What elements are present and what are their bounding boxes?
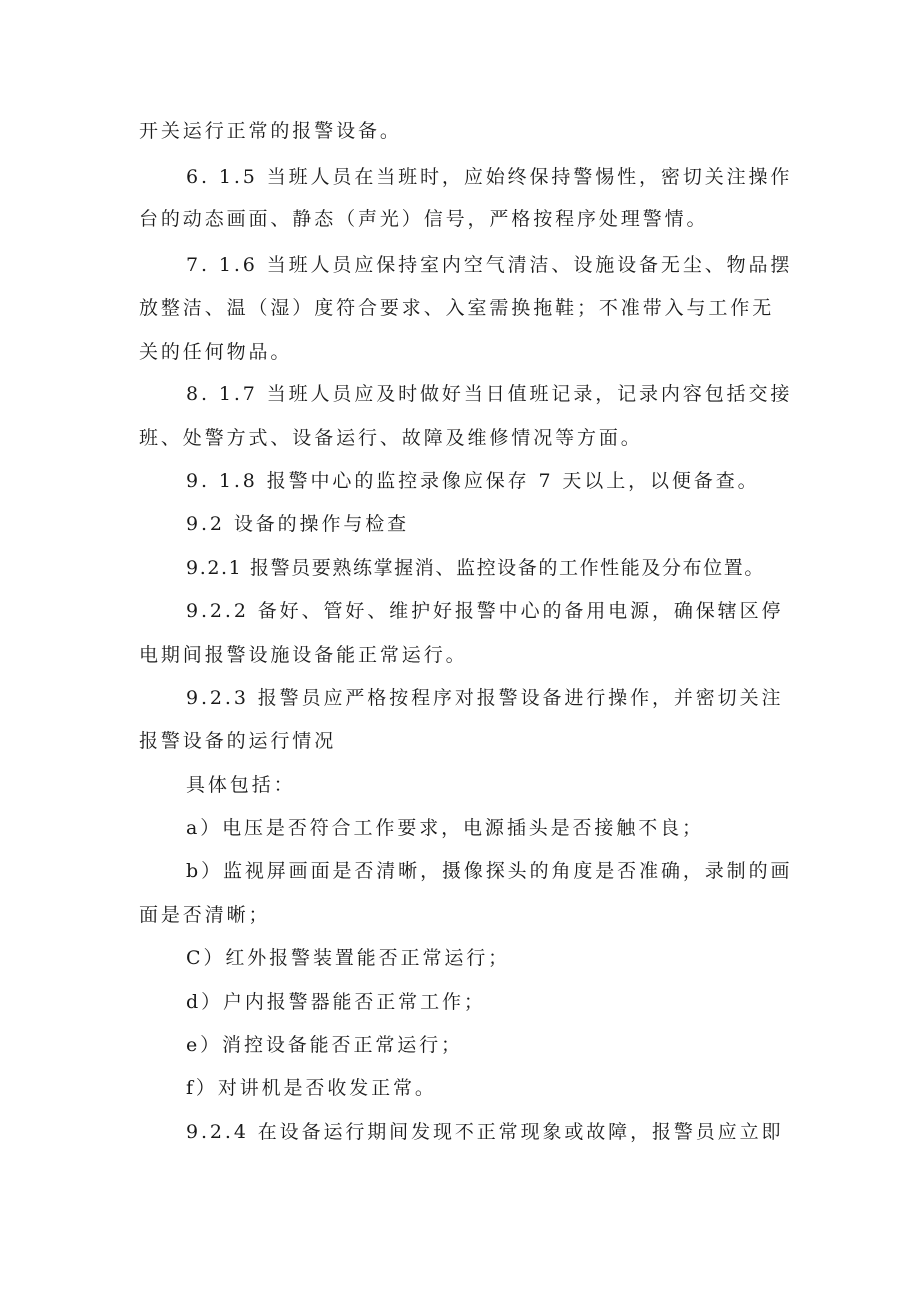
text-line: 电期间报警设施设备能正常运行。 (139, 644, 468, 666)
text-line: 9.2.1 报警员要熟练掌握消、监控设备的工作性能及分布位置。 (186, 557, 765, 579)
text-line: 9. 1.8 报警中心的监控录像应保存 7 天以上，以便备查。 (186, 470, 760, 492)
text-line: 9.2.4 在设备运行期间发现不正常现象或故障，报警员应立即 (186, 1121, 784, 1143)
text-line: 8. 1.7 当班人员应及时做好当日值班记录，记录内容包括交接 (186, 383, 793, 405)
section-heading: 9.2 设备的操作与检查 (186, 513, 410, 535)
text-line: 关的任何物品。 (139, 341, 293, 363)
text-line: 具体包括： (186, 774, 296, 796)
list-item: d）户内报警器能否正常工作； (186, 991, 486, 1013)
list-item: f）对讲机是否收发正常。 (186, 1077, 437, 1099)
list-item: C）红外报警装置能否正常运行； (186, 947, 511, 969)
text-line: 开关运行正常的报警设备。 (139, 120, 402, 142)
text-line: 放整洁、温（湿）度符合要求、入室需换拖鞋；不准带入与工作无 (139, 297, 775, 319)
text-line: 7. 1.6 当班人员应保持室内空气清洁、设施设备无尘、物品摆 (186, 254, 793, 276)
text-line: 报警设备的运行情况 (139, 730, 337, 752)
text-line: 台的动态画面、静态（声光）信号，严格按程序处理警情。 (139, 208, 709, 230)
list-item: e）消控设备能否正常运行； (186, 1034, 463, 1056)
text-line: 6. 1.5 当班人员在当班时，应始终保持警惕性，密切关注操作 (186, 166, 793, 188)
text-line: 班、处警方式、设备运行、故障及维修情况等方面。 (139, 427, 643, 449)
text-line: 面是否清晰； (139, 904, 271, 926)
text-line: 9.2.3 报警员应严格按程序对报警设备进行操作，并密切关注 (186, 687, 784, 709)
list-item: a）电压是否符合工作要求，电源插头是否接触不良； (186, 817, 704, 839)
list-item: b）监视屏画面是否清晰，摄像探头的角度是否准确，录制的画 (186, 860, 793, 882)
text-line: 9.2.2 备好、管好、维护好报警中心的备用电源，确保辖区停 (186, 600, 784, 622)
